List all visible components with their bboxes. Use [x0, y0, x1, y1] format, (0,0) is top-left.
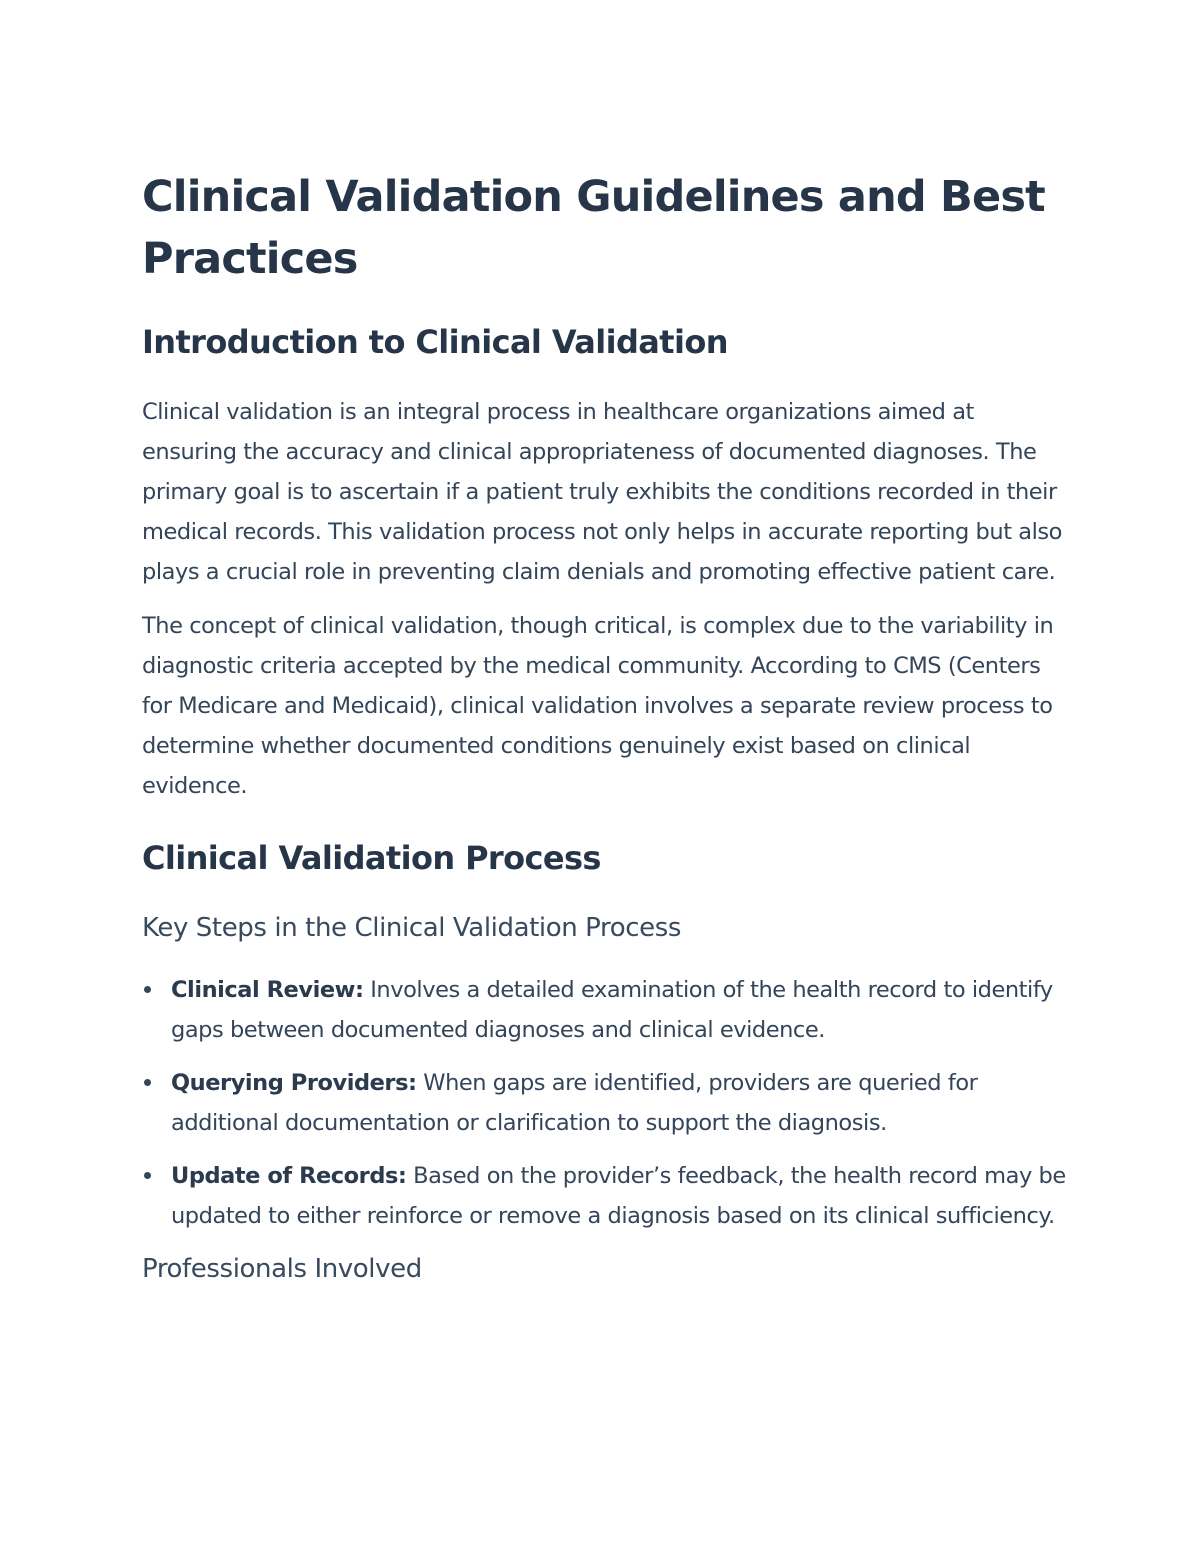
- list-item-querying-providers: [142, 1063, 1072, 1143]
- intro-paragraph-2: The concept of clinical validation, though critical, is complex due to the variability in diagnostic criteria accepted by the medical community. According to CMS (Centers for Medicare and Medicaid), clinical validation involves a separate review process to determine whether documented conditions genuinely exist based on clinical evidence.: [142, 613, 1054, 799]
- list-item-text: Based on the provider’s feedback, the health record may be updated to either reinforce or remove a diagnosis based on its clinical sufficiency.: [171, 1163, 1066, 1229]
- intro-paragraph-1: Clinical validation is an integral process in healthcare organizations aimed at ensuring the accuracy and clinical appropriateness of documented diagnoses. The primary goal is to ascertain if a patient truly exhibits the conditions recorded in their medical records. This validation process not only helps in accurate reporting but also plays a crucial role in preventing claim denials and promoting effective patient care.: [142, 399, 1063, 585]
- list-item-text: When gaps are identified, providers are queried for additional documentation or clarification to support the diagnosis.: [171, 1070, 978, 1136]
- bullet-icon: [144, 1079, 151, 1086]
- list-item-clinical-review: [142, 970, 1072, 1050]
- document-title: Clinical Validation Guidelines and Best Practices: [142, 172, 1045, 284]
- list-item-text: Involves a detailed examination of the health record to identify gaps between documented diagnoses and clinical evidence.: [171, 977, 1053, 1043]
- bullet-icon: [144, 1172, 151, 1179]
- subsection-heading-key-steps: Key Steps in the Clinical Validation Process: [142, 913, 682, 943]
- document-page: [142, 166, 1072, 1289]
- list-item-term: Clinical Review:: [171, 977, 364, 1003]
- list-item-term: Querying Providers:: [171, 1070, 417, 1096]
- section-heading-process: Clinical Validation Process: [142, 839, 601, 877]
- list-item-term: Update of Records:: [171, 1163, 407, 1189]
- section-heading-introduction: Introduction to Clinical Validation: [142, 323, 728, 361]
- bullet-icon: [144, 986, 151, 993]
- key-steps-list: [142, 970, 1072, 1236]
- list-item-update-of-records: [142, 1156, 1072, 1236]
- subsection-heading-professionals: Professionals Involved: [142, 1254, 422, 1284]
